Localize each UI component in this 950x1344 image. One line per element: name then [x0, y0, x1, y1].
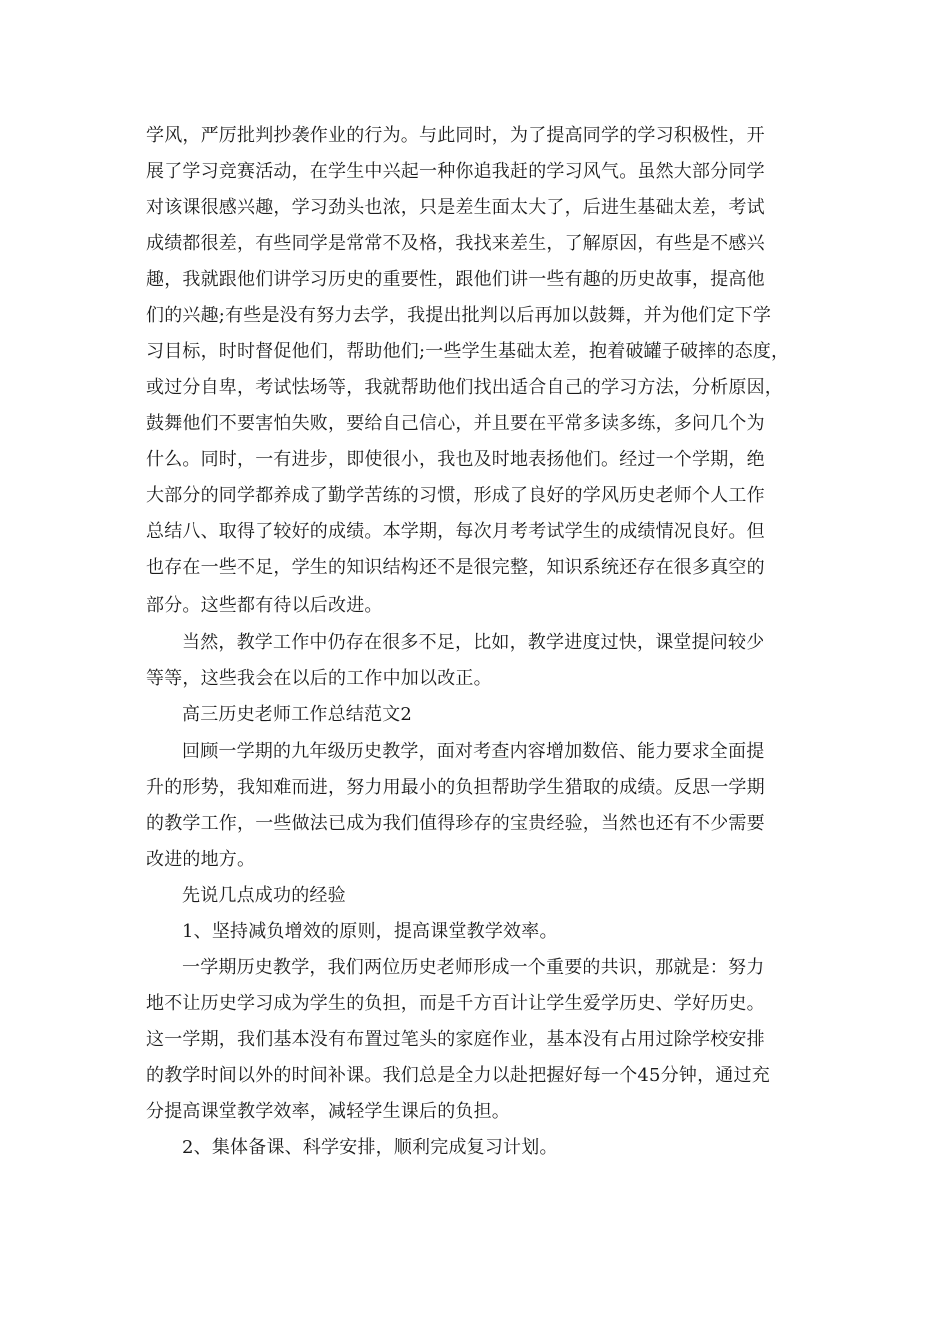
text-line: 一学期历史教学，我们两位历史老师形成一个重要的共识，那就是：努力: [182, 957, 765, 978]
text-line: 学风，严厉批判抄袭作业的行为。与此同时，为了提高同学的学习积极性，开: [146, 125, 765, 146]
text-line: 分提高课堂教学效率，减轻学生课后的负担。: [146, 1101, 510, 1122]
text-line: 等等，这些我会在以后的工作中加以改正。: [146, 668, 492, 689]
text-line: 展了学习竞赛活动，在学生中兴起一种你追我赶的学习风气。虽然大部分同学: [146, 161, 765, 182]
text-line: 什么。同时，一有进步，即使很小，我也及时地表扬他们。经过一个学期，绝: [146, 449, 765, 470]
text-line: 也存在一些不足，学生的知识结构还不是很完整，知识系统还存在很多真空的: [146, 557, 765, 578]
text-line: 升的形势，我知难而进，努力用最小的负担帮助学生猎取的成绩。反思一学期: [146, 777, 765, 798]
text-line: 这一学期，我们基本没有布置过笔头的家庭作业，基本没有占用过除学校安排: [146, 1029, 765, 1050]
text-line: 或过分自卑，考试怯场等，我就帮助他们找出适合自己的学习方法，分析原因，: [146, 377, 783, 398]
text-line: 地不让历史学习成为学生的负担，而是千方百计让学生爱学历史、学好历史。: [146, 993, 765, 1014]
text-line: 成绩都很差，有些同学是常常不及格，我找来差生，了解原因，有些是不感兴: [146, 233, 765, 254]
text-line: 们的兴趣;有些是没有努力去学，我提出批判以后再加以鼓舞，并为他们定下学: [146, 305, 772, 326]
text-line: 1、坚持减负增效的原则，提高课堂教学效率。: [182, 921, 558, 942]
text-line: 大部分的同学都养成了勤学苦练的习惯，形成了良好的学风历史老师个人工作: [146, 485, 765, 506]
text-line: 的教学时间以外的时间补课。我们总是全力以赴把握好每一个45分钟，通过充: [146, 1065, 770, 1086]
text-line: 高三历史老师工作总结范文2: [182, 704, 413, 725]
text-line: 回顾一学期的九年级历史教学，面对考查内容增加数倍、能力要求全面提: [182, 741, 765, 762]
text-line: 2、集体备课、科学安排，顺利完成复习计划。: [182, 1137, 558, 1158]
text-line: 鼓舞他们不要害怕失败，要给自己信心，并且要在平常多读多练，多问几个为: [146, 413, 765, 434]
text-line: 部分。这些都有待以后改进。: [146, 595, 383, 616]
text-line: 总结八、取得了较好的成绩。本学期，每次月考考试学生的成绩情况良好。但: [146, 521, 765, 542]
text-line: 习目标，时时督促他们，帮助他们;一些学生基础太差，抱着破罐子破摔的态度，: [146, 341, 790, 362]
text-line: 改进的地方。: [146, 849, 256, 870]
text-line: 先说几点成功的经验: [182, 885, 346, 906]
text-line: 对该课很感兴趣，学习劲头也浓，只是差生面太大了，后进生基础太差，考试: [146, 197, 765, 218]
text-line: 的教学工作，一些做法已成为我们值得珍存的宝贵经验，当然也还有不少需要: [146, 813, 765, 834]
text-line: 趣，我就跟他们讲学习历史的重要性，跟他们讲一些有趣的历史故事，提高他: [146, 269, 765, 290]
text-line: 当然，教学工作中仍存在很多不足，比如，教学进度过快，课堂提问较少: [182, 632, 765, 653]
